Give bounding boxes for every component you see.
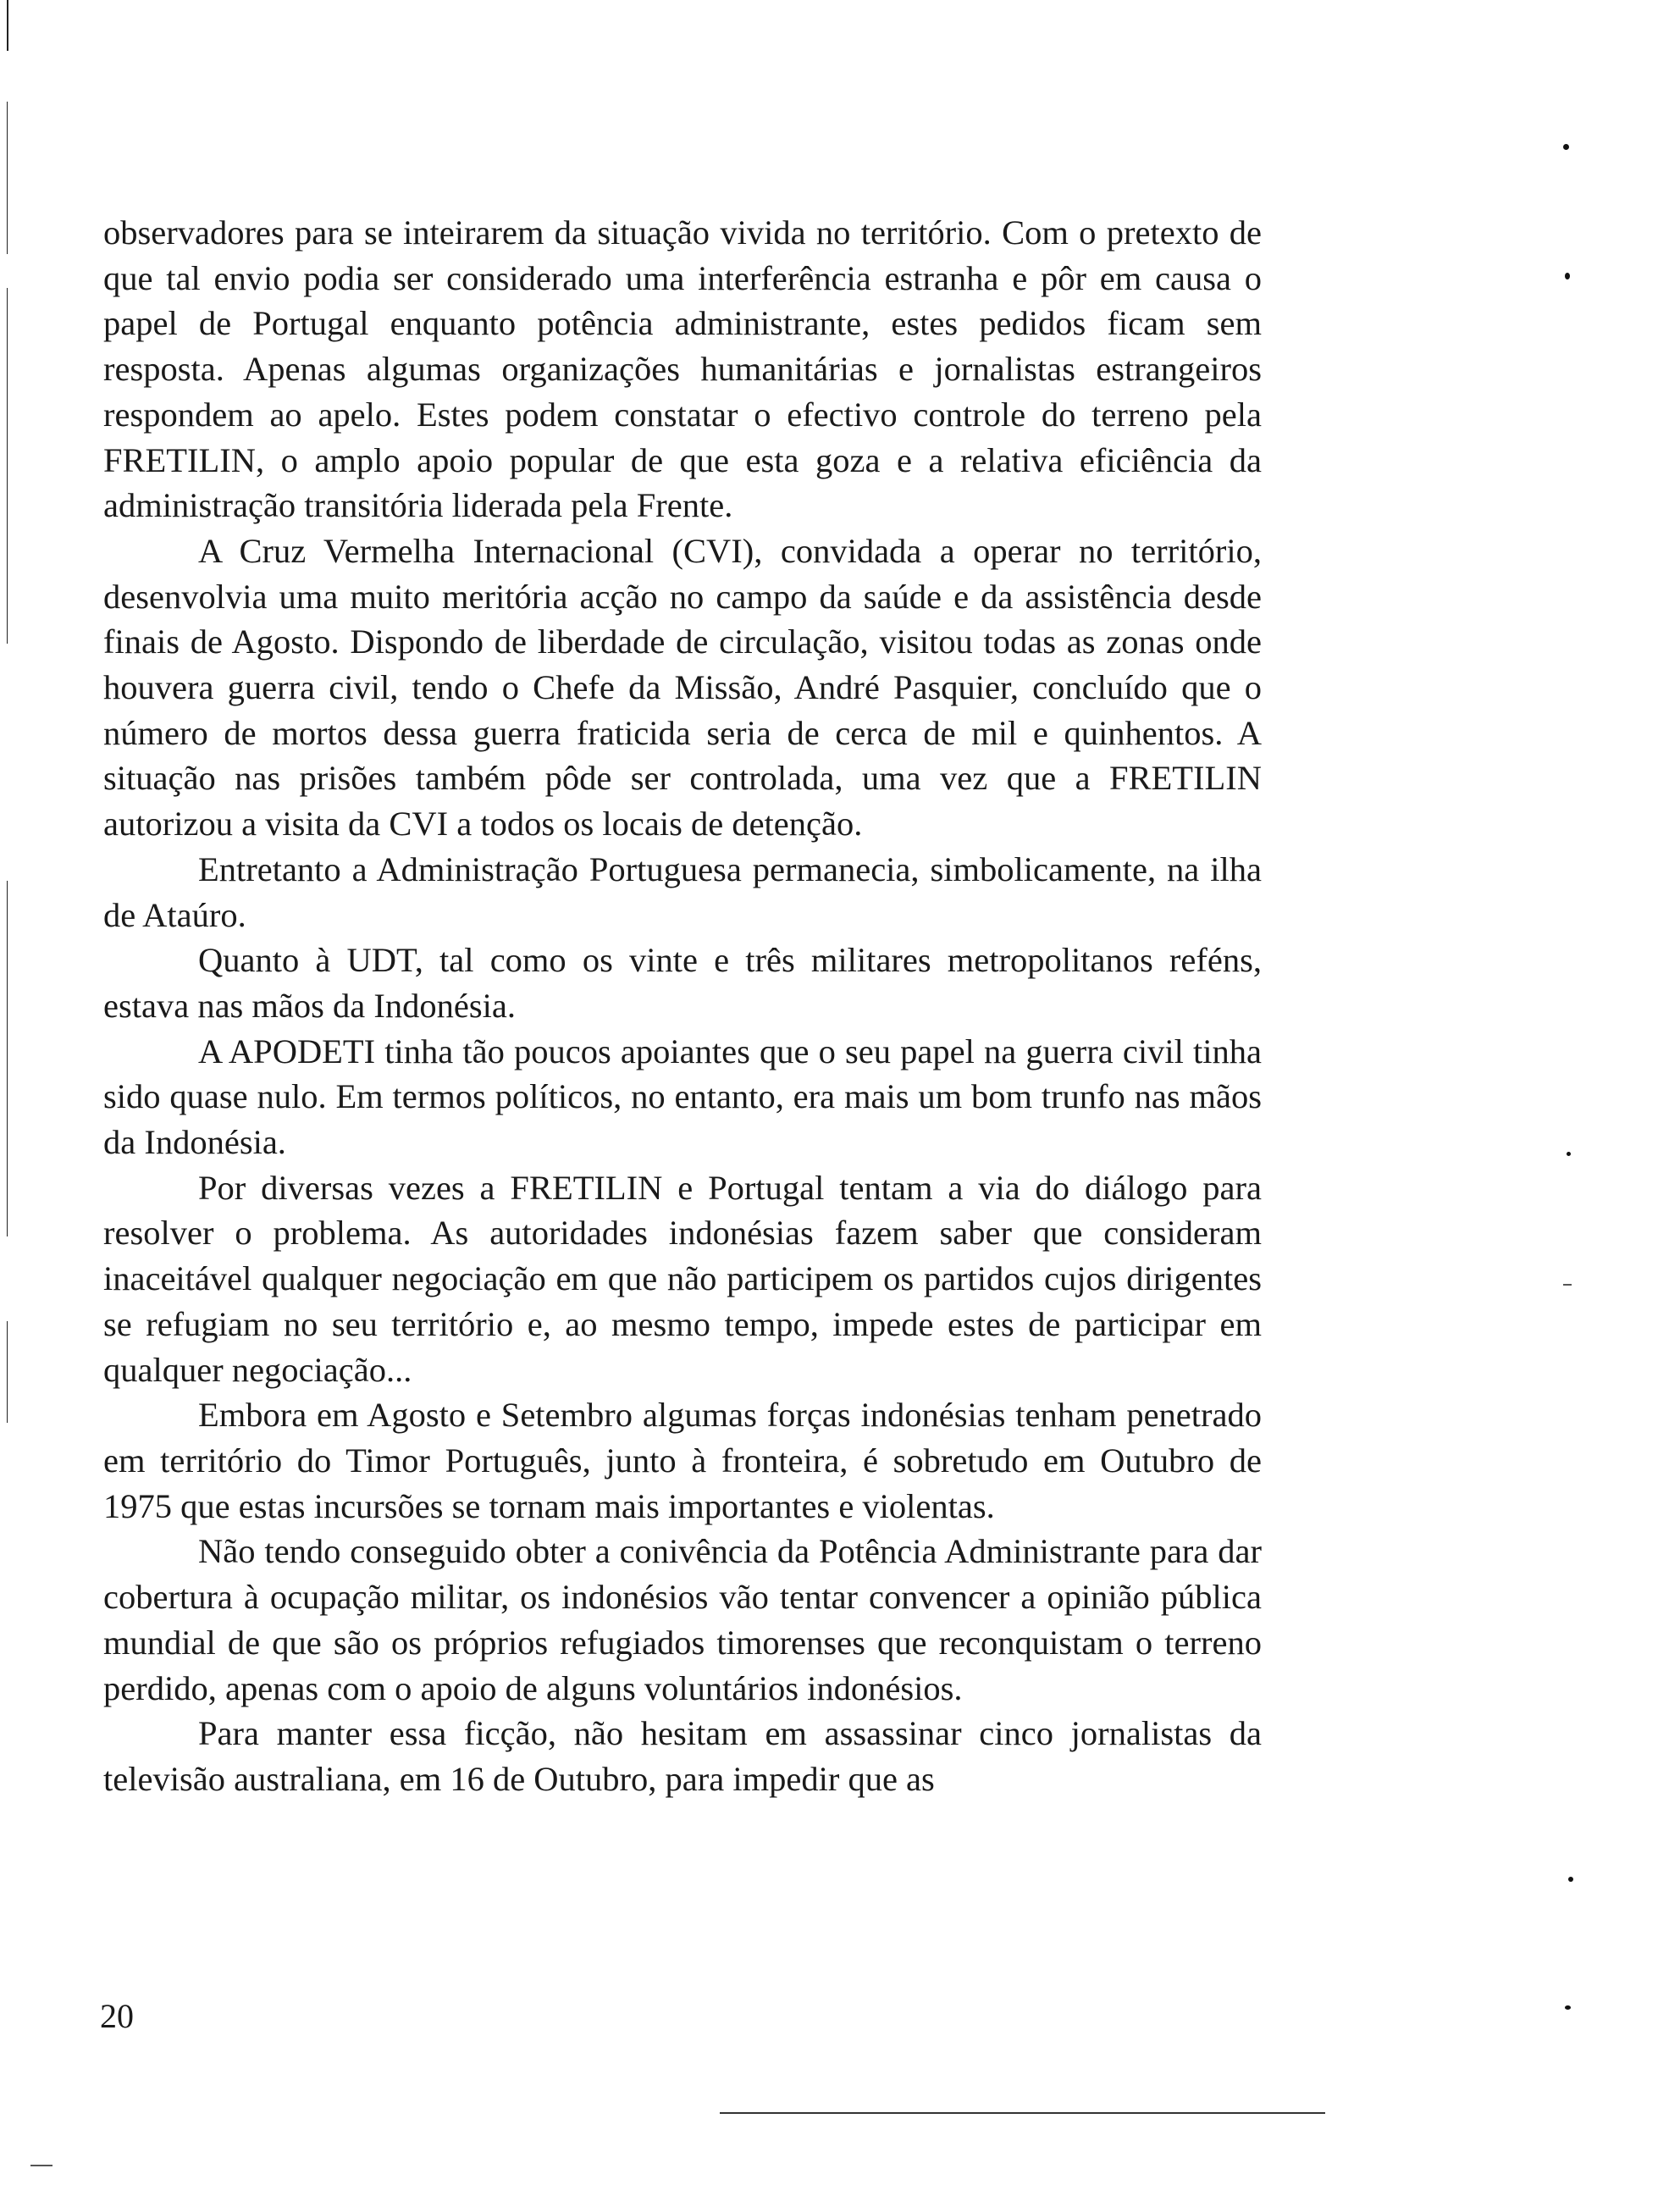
footer-rule bbox=[720, 2112, 1325, 2114]
scan-edge-artifact bbox=[7, 0, 8, 51]
paragraph: Quanto à UDT, tal como os vinte e três militares metropolitanos reféns, estava nas mãos da Indonésia. bbox=[103, 941, 1262, 1025]
scan-edge-artifact bbox=[7, 102, 8, 254]
paragraph: Para manter essa ficção, não hesitam em assassinar cinco jornalistas da televisão australiana, em 16 de Outubro, para impedir que as bbox=[103, 1714, 1262, 1798]
scan-speck bbox=[1567, 1152, 1571, 1156]
paragraph: Por diversas vezes a FRETILIN e Portugal tentam a via do diálogo para resolver o problema. As autoridades indonésias fazem saber que consideram inaceitável qualquer negociação em que não participem os partidos cujos dirigentes se refugiam no seu território e, ao mesmo tempo, impede estes de participar em qualquer negociação... bbox=[103, 1168, 1262, 1389]
scan-edge-artifact bbox=[7, 288, 8, 644]
scan-speck bbox=[1568, 1877, 1573, 1882]
body-text bbox=[103, 210, 1262, 1802]
scan-edge-artifact bbox=[7, 1321, 8, 1423]
scan-edge-artifact bbox=[7, 881, 8, 1236]
paragraph: A Cruz Vermelha Internacional (CVI), convidada a operar no território, desenvolvia uma muito meritória acção no campo da saúde e da assistência desde finais de Agosto. Dispondo de liberdade de circulação, visitou todas as zonas onde houvera guerra civil, tendo o Chefe da Missão, André Pasquier, concluído que o número de mortos dessa guerra fraticida seria de cerca de mil e quinhentos. A situação nas prisões também pôde ser controlada, uma vez que a FRETILIN autorizou a visita da CVI a todos os locais de detenção. bbox=[103, 531, 1262, 844]
paragraph: Entretanto a Administração Portuguesa permanecia, simbolicamente, na ilha de Ataúro. bbox=[103, 849, 1262, 934]
footer-rule-dash bbox=[30, 2165, 52, 2166]
paragraph: Embora em Agosto e Setembro algumas forças indonésias tenham penetrado em território do Timor Português, junto à fronteira, é sobretudo em Outubro de 1975 que estas incursões se tornam mais importantes e violentas. bbox=[103, 1396, 1262, 1525]
scan-mark bbox=[1563, 1284, 1572, 1286]
paragraph: Não tendo conseguido obter a conivência da Potência Administrante para dar cobertura à ocupação militar, os indonésios vão tentar convencer a opinião pública mundial de que são os próprios refugiados timorenses que reconquistam o terreno perdido, apenas com o apoio de alguns voluntários indonésios. bbox=[103, 1532, 1262, 1707]
scan-speck bbox=[1563, 144, 1569, 150]
page-number: 20 bbox=[100, 1997, 134, 2035]
scan-speck bbox=[1565, 273, 1570, 279]
paragraph: A APODETI tinha tão poucos apoiantes que o seu papel na guerra civil tinha sido quase nulo. Em termos políticos, no entanto, era mais um bom trunfo nas mãos da Indonésia. bbox=[103, 1032, 1262, 1162]
paragraph: observadores para se inteirarem da situação vivida no território. Com o pretexto de que tal envio podia ser considerado uma interferência estranha e pôr em causa o papel de Portugal enquanto potência administrante, estes pedidos ficam sem resposta. Apenas algumas organizações humanitárias e jornalistas estrangeiros respondem ao apelo. Estes podem constatar o efectivo controle do terreno pela FRETILIN, o amplo apoio popular de que esta goza e a relativa eficiência da administração transitória liderada pela Frente. bbox=[103, 213, 1262, 525]
scan-speck bbox=[1565, 2005, 1571, 2010]
